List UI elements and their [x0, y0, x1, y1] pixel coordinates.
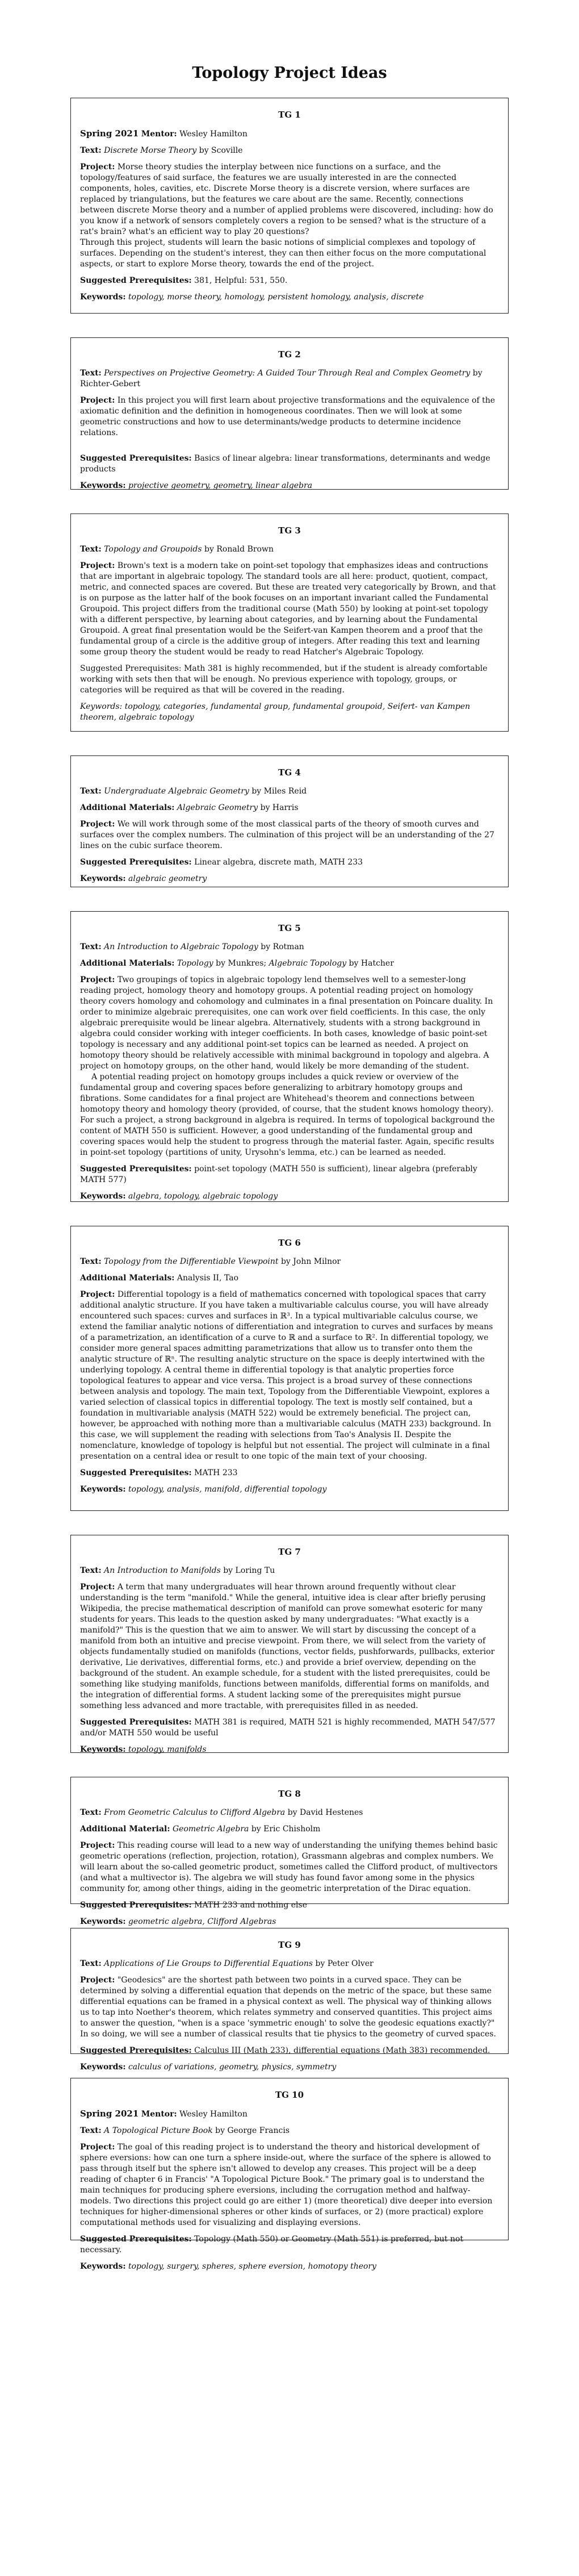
project-card-tg8 — [70, 1777, 509, 1926]
prerequisites: Suggested Prerequisites: 381, Helpful: 531, 550. — [80, 276, 288, 285]
text-line: Text: Discrete Morse Theory by Scoville — [80, 146, 243, 155]
additional-materials: Additional Material: Geometric Algebra by Eric Chisholm — [80, 1825, 321, 1834]
card-title: TG 8 — [278, 1789, 301, 1799]
keywords: Keywords: geometric algebra, Clifford Algebras — [80, 1917, 276, 1926]
project-card-tg2 — [70, 337, 509, 490]
text-line: Text: Topology from the Differentiable Viewpoint by John Milnor — [80, 1257, 341, 1266]
keywords: Keywords: algebra, topology, algebraic topology — [80, 1192, 278, 1201]
card-title: TG 9 — [278, 1940, 301, 1950]
prerequisites: Suggested Prerequisites: MATH 233 and nothing else — [80, 1901, 308, 1910]
text-line: Text: A Topological Picture Book by George Francis — [80, 2126, 290, 2135]
card-title: TG 5 — [278, 923, 301, 933]
text-line: Text: Topology and Groupoids by Ronald Brown — [80, 545, 274, 554]
project-description: Project: The goal of this reading project is to understand the theory and historical development of sphere eversions: how can one turn a sphere inside-out, where the surface of the sphere is allowed to pass through itself but the sphere isn't allowed to develop any creases. This project will be a deep reading of chapter 6 in Francis' "A Topological Picture Book." The primary goal is to understand the main techniques for producing sphere eversions, including the corrugation method and halfway-models. Two directions this project could go are either 1) (more theoretical) dive deeper into eversion techniques for higher-dimensional spheres or other kinds of surfaces, or 2) (more practical) explore computational methods used for visualizing and displaying eversions. — [80, 2143, 493, 2227]
project-description: Project: "Geodesics" are the shortest path between two points in a curved space. They can be determined by solving a differential equation that depends on the metric of the space, but these same differential equations can be framed in a physical context as well. The physical way of thinking allows us to tap into Noether's theorem, which relates symmetry and conserved quantities. This project aims to answer the question, "when is a space 'symmetric enough' to solve the geodesic equations exactly?" In so doing, we will see a number of classical results that tie physics to the geometry of curved spaces. — [80, 1976, 496, 2039]
project-description: Project: Brown's text is a modern take on point-set topology that emphasizes ideas and contructions that are important in algebraic topology. The standard tools are all here: product, quotient, compact, metric, and connected spaces are covered. But these are treated very categorically by Brown, and that is on purpose as the latter half of the book focuses on an important invariant called the Fundamental Groupoid. This project differs from the traditional course (Math 550) by looking at point-set topology with a different perspective, by learning about categories, and by learning about the Fundamental Groupoid. A great final presentation would be the Seifert-van Kampen theorem and a proof that the fundamental group of a circle is the additive group of integers. After reading this text and learning some group theory the student would be ready to read Hatcher's Algebraic Topology. — [80, 561, 496, 657]
keywords: Keywords: projective geometry, geometry, linear algebra — [80, 481, 313, 490]
keywords: Keywords: algebraic geometry — [80, 874, 207, 883]
project-description: Project: Morse theory studies the interplay between nice functions on a surface, and the topology/features of said surface, the features we are usually interested in are the connected components, holes, cavities, etc. Discrete Morse theory is a discrete version, where surfaces are replaced by triangulations, but the features we care about are the same. Recently, connections between discrete Morse theory and a number of applied problems were discovered, including: how do you know if a network of sensors completely covers a region to be sensed? what is the structure of a rat's brain? what's an efficient way to play 20 questions? Through this project, students will learn the basic notions of simplicial complexes and topology of surfaces. Depending on the student's interest, they can then either focus on the more computational aspects, or start to explore Morse theory, towards the end of the project. — [80, 162, 493, 269]
card-title: TG 10 — [275, 2090, 304, 2100]
card-title: TG 4 — [278, 767, 301, 778]
prerequisites: Suggested Prerequisites: MATH 233 — [80, 1468, 238, 1477]
text-line: Text: Undergraduate Algebraic Geometry by Miles Reid — [80, 787, 307, 796]
project-description: Project: A term that many undergraduates will hear thrown around frequently without clear understanding is the term "manifold." While the general, intuitive idea is clear after briefly perusing Wikipedia, the precise mathematical description of manifold can prove somewhat esoteric for many students for years. This leads to the question asked by many undergraduates: "What exactly is a manifold?" This is the question that we aim to answer. We will start by discussing the concept of a manifold from both an intuitive and precise viewpoint. From there, we will select from the variety of objects fundamentally studied on manifolds (functions, vector fields, pushforwards, pullbacks, exterior derivative, Lie derivatives, differential forms, etc.) and provide a brief overview, depending on the background of the student. An example schedule, for a student with the listed prerequisites, could be something like studying manifolds, functions between manifolds, differential forms on manifolds, and the integration of differential forms. A student lacking some of the prerequisites might pursue something less advanced and more tractable, with prerequisites filled in as needed. — [80, 1583, 495, 1710]
additional-materials: Additional Materials: Topology by Munkres; Algebraic Topology by Hatcher — [80, 959, 394, 968]
card-title: TG 2 — [278, 349, 301, 360]
page — [70, 0, 509, 2271]
keywords: Keywords: topology, manifolds — [80, 1745, 207, 1754]
project-card-tg7 — [70, 1535, 509, 1753]
project-card-tg4 — [70, 755, 509, 887]
keywords: Keywords: calculus of variations, geometry, physics, symmetry — [80, 2063, 337, 2072]
text-line: Text: Perspectives on Projective Geometry: A Guided Tour Through Real and Complex Geometry by Richter-Gebert — [80, 369, 482, 389]
keywords: Keywords: topology, analysis, manifold, differential topology — [80, 1485, 327, 1494]
prerequisites: Suggested Prerequisites: Basics of linear algebra: linear transformations, determinants and wedge products — [80, 454, 490, 474]
project-card-tg6 — [70, 1226, 509, 1511]
mentor-line: Spring 2021 Mentor: Wesley Hamilton — [80, 2109, 247, 2119]
text-line: Text: An Introduction to Manifolds by Loring Tu — [80, 1566, 275, 1575]
prerequisites: Suggested Prerequisites: point-set topology (MATH 550 is sufficient), linear algebra (preferably MATH 577) — [80, 1164, 477, 1184]
prerequisites: Suggested Prerequisites: Calculus III (Math 233), differential equations (Math 383) recommended. — [80, 2046, 490, 2055]
page-title: Topology Project Ideas — [192, 64, 387, 82]
prerequisites: Suggested Prerequisites: MATH 381 is required, MATH 521 is highly recommended, MATH 547/577 and/or MATH 550 would be useful — [80, 1718, 496, 1738]
keywords: Keywords: topology, morse theory, homology, persistent homology, analysis, discrete — [80, 293, 424, 302]
mentor-line: Spring 2021 Mentor: Wesley Hamilton — [80, 128, 247, 139]
additional-materials: Additional Materials: Analysis II, Tao — [80, 1274, 239, 1283]
prerequisites: Suggested Prerequisites: Linear algebra, discrete math, MATH 233 — [80, 858, 363, 867]
text-line: Text: Applications of Lie Groups to Differential Equations by Peter Olver — [80, 1959, 374, 1968]
card-title: TG 7 — [278, 1547, 301, 1557]
prerequisites: Suggested Prerequisites: Topology (Math 550) or Geometry (Math 551) is preferred, but not necessary. — [80, 2235, 464, 2254]
project-description: Project: We will work through some of the most classical parts of the theory of smooth curves and surfaces over the complex numbers. The culmination of this project will be an understanding of the 27 lines on the cubic surface theorem. — [80, 820, 494, 850]
card-title: TG 6 — [278, 1238, 301, 1248]
project-description: Project: In this project you will first learn about projective transformations and the equivalence of the axiomatic definition and the definition in homogeneous coordinates. Then we will look at some geometric constructions and how to use determinants/wedge products to determine incidence relations. — [80, 396, 496, 437]
project-card-tg3 — [70, 513, 509, 732]
card-title: TG 3 — [278, 525, 301, 536]
project-description: Project: Two groupings of topics in algebraic topology lend themselves well to a semester-long reading project, homology theory and homotopy groups. A potential reading project on homology theory covers homology and cohomology and culminates in a final presentation on Poincare duality. In order to minimize algebraic prerequisites, one can work over field coefficients. In this case, the only algebraic prerequisite would be linear algebra. Alternatively, students with a strong background in algebra could consider working with integer coefficients. In both cases, knowledge of basic point-set topology is necessary and any additional point-set topics can be learned as needed. A project on homotopy theory should be relatively accessible with minimal background in topology and algebra. A project on homotopy groups, on the other hand, would likely be more demanding of the student. — [80, 975, 493, 1071]
project-card-tg9 — [70, 1928, 509, 2072]
project-card-tg1 — [70, 98, 509, 314]
keywords: Keywords: topology, categories, fundamental group, fundamental groupoid, Seifert- van Kampen theorem, algebraic topology — [80, 702, 471, 722]
prerequisites: Suggested Prerequisites: Math 381 is highly recommended, but if the student is already comfortable working with sets then that will be enough. No previous experience with topology, groups, or categories will be required as that will be covered in the reading. — [80, 664, 488, 695]
project-card-tg10 — [70, 2078, 509, 2271]
card-title: TG 1 — [278, 110, 301, 120]
project-description: Project: This reading course will lead to a new way of understanding the unifying themes behind basic geometric operations (reflection, projection, rotation), Grassmann algebras and complex numbers. We will learn about the so-called geometric product, sometimes called the Clifford product, of multivectors (and what a multivector is). The algebra we will study has found favor among some in the physics community for, among other things, aiding in the geometric interpretation of the Dirac equation. — [80, 1841, 498, 1893]
project-description-continued: A potential reading project on homotopy groups includes a quick review or overview of the fundamental group and covering spaces before generalizing to arbitrary homotopy groups and fibrations. Some candidates for a final project are Whitehead's theorem and connections between homotopy theory and homology theory (provided, of course, that the student knows homology theory). For such a project, a strong background in algebra is required. In terms of topological background the content of MATH 550 is sufficient. However, a good understanding of the fundamental group and covering spaces would help the student to progress through the material faster. Again, specific results in point-set topology (partitions of unity, Urysohn's lemma, etc.) can be learned as needed. — [80, 1072, 495, 1157]
project-description: Project: Differential topology is a field of mathematics concerned with topological spaces that carry additional analytic structure. If you have taken a multivariable calculus course, you will have already encountered such spaces: curves and surfaces in ℝ³. In a typical multivariable calculus course, we extend the familiar analytic notions of differentiation and integration to curves and surfaces by means of a parametrization, an identification of a curve to ℝ and a surface to ℝ². In differential topology, we consider more general spaces admitting parametrizations that allow us to transfer onto them the analytic structure of ℝⁿ. The resulting analytic structure on the space is deeply intertwined with the underlying topology. A central theme in differential topology is that analytic properties force topological features to appear and vice versa. This project is a broad survey of these connections between analysis and topology. The main text, Topology from the Differentiable Viewpoint, explores a varied selection of classical topics in differential topology. The text is mostly self contained, but a foundation in multivariable analysis (MATH 522) would be extremely beneficial. The project can, however, be approached with nothing more than a multivariable calculus (MATH 233) background. In this case, we will supplement the reading with selections from Tao's Analysis II. Despite the nomenclature, knowledge of topology is helpful but not essential. The project will culminate in a final presentation on a central idea or result to one topic of the main text of your choosing. — [80, 1290, 493, 1461]
text-line: Text: From Geometric Calculus to Clifford Algebra by David Hestenes — [80, 1808, 363, 1817]
project-card-tg5 — [70, 911, 509, 1202]
keywords: Keywords: topology, surgery, spheres, sphere eversion, homotopy theory — [80, 2262, 377, 2271]
additional-materials: Additional Materials: Algebraic Geometry by Harris — [80, 803, 299, 812]
text-line: Text: An Introduction to Algebraic Topology by Rotman — [80, 942, 304, 951]
